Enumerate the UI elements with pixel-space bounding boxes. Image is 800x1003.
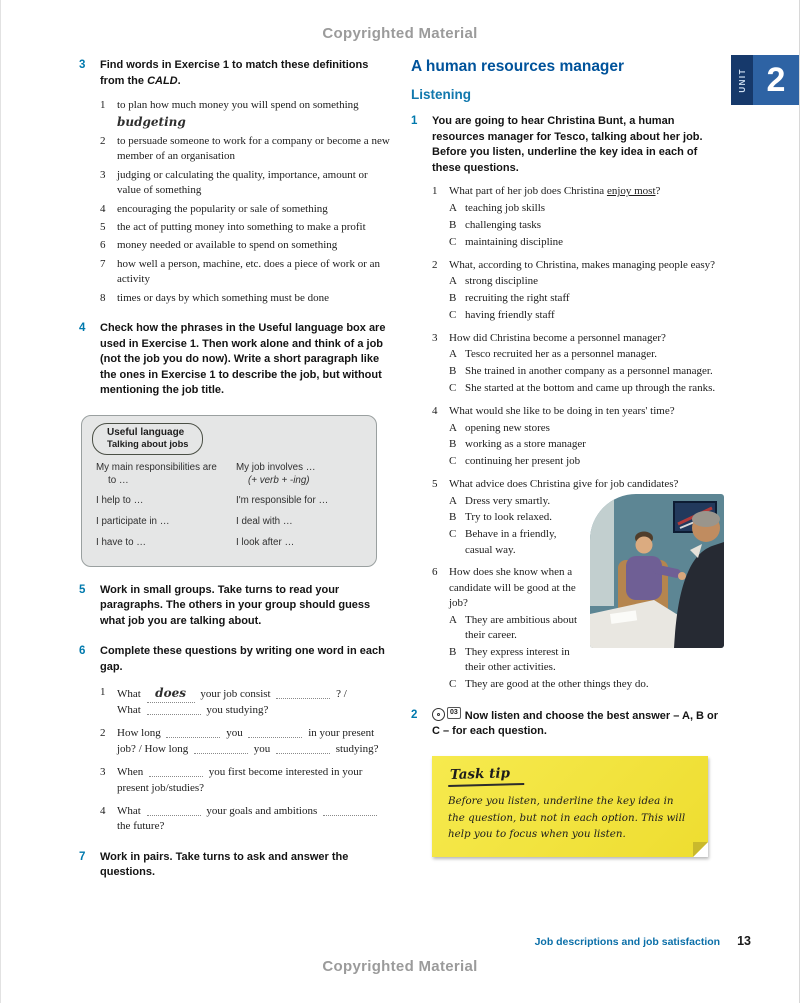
option-b	[449, 291, 724, 306]
item-number: 2	[100, 727, 106, 740]
item-number: 3	[100, 766, 106, 779]
question-number: 3	[432, 331, 438, 344]
item-text: encouraging the popularity or sale of something	[117, 202, 328, 215]
option-c	[449, 381, 724, 396]
item-text: money needed or available to spend on something	[117, 239, 338, 252]
phrase	[236, 516, 364, 529]
rubric-text: .	[177, 74, 181, 87]
item-number: 5	[100, 220, 106, 233]
item-number: 4	[100, 805, 106, 818]
phrase-text: I participate in …	[96, 516, 170, 528]
page-footer	[1, 934, 751, 948]
task-tip-note	[432, 756, 708, 857]
option-b	[449, 510, 724, 525]
question-text: When	[117, 766, 144, 779]
note-fold	[693, 842, 708, 857]
option-letter: B	[449, 511, 457, 524]
option-c	[449, 527, 724, 558]
definition-item	[100, 98, 393, 131]
phrase-note: (+ verb + -ing)	[248, 474, 310, 486]
question-text: What	[117, 805, 141, 818]
definition-item	[100, 202, 393, 217]
question-text: How long	[117, 727, 161, 740]
phrase	[96, 495, 224, 508]
rubric-text: Find words in Exercise 1 to match these definitions from the	[100, 59, 369, 87]
question-text: your job consist	[200, 687, 271, 700]
question-4	[432, 404, 724, 470]
option-c	[449, 308, 724, 323]
useful-language-box	[81, 415, 377, 567]
option-text: opening new stores	[465, 421, 550, 434]
option-text: They express interest in their other activities.	[465, 646, 570, 674]
question-text: What would she like to be doing in ten years' time?	[449, 404, 675, 417]
phrase-text: I'm responsible for …	[236, 495, 329, 507]
exercise-7	[79, 850, 393, 881]
item-number: 1	[100, 99, 106, 112]
gap-question	[100, 804, 393, 835]
task-tip-title: Task tip	[448, 765, 524, 787]
option-letter: A	[449, 613, 457, 626]
option-letter: A	[449, 275, 457, 288]
question-text: you first become interested in your present job/studies?	[117, 766, 363, 794]
question-text: What advice does Christina give for job candidates?	[449, 477, 679, 490]
question-text: How does she know when a candidate will be good at the job?	[449, 566, 576, 609]
question-text: the future?	[117, 820, 165, 833]
exercise-1-rubric: You are going to hear Christina Bunt, a human resources manager for Tesco, talking about her job. Before you listen, underline the key idea in each of these questions.	[432, 115, 703, 174]
phrase	[236, 537, 364, 550]
option-letter: C	[449, 309, 457, 322]
answer-gap	[147, 805, 201, 816]
definitions-list	[100, 98, 393, 306]
item-text: to persuade someone to work for a company or become a new member of an organisation	[117, 135, 390, 163]
question-6	[432, 565, 724, 693]
option-text: She started at the bottom and came up through the ranks.	[465, 382, 716, 395]
question-text: you	[253, 742, 271, 755]
dictionary-name: CALD	[147, 74, 178, 87]
copyright-notice-top: Copyrighted Material	[322, 25, 478, 42]
option-letter: C	[449, 528, 457, 541]
gap-question	[100, 685, 393, 719]
answer-gap	[276, 743, 330, 754]
option-letter: C	[449, 382, 457, 395]
exercise-5	[79, 583, 393, 630]
unit-label: UNIT	[737, 67, 747, 93]
page-number: 13	[737, 934, 751, 948]
option-text: recruiting the right staff	[465, 292, 570, 305]
unit-number: 2	[753, 55, 799, 105]
question-text: ? /	[336, 687, 347, 700]
option-a	[449, 421, 724, 436]
listening-exercise-1	[411, 114, 724, 693]
option-letter: B	[449, 646, 457, 659]
option-a	[449, 494, 724, 509]
question-number: 4	[432, 404, 438, 417]
question-text	[449, 185, 660, 197]
phrase	[96, 462, 224, 487]
option-text: having friendly staff	[465, 309, 555, 322]
phrase-text: My job involves …	[236, 461, 316, 473]
option-text: Try to look relaxed.	[465, 511, 552, 524]
question-text-part: What part of her job does Christina	[449, 185, 607, 198]
copyright-notice-bottom: Copyrighted Material	[322, 958, 478, 975]
exercise-6	[79, 644, 393, 834]
option-letter: C	[449, 455, 457, 468]
useful-language-column-2	[236, 462, 364, 558]
item-number: 8	[100, 291, 106, 304]
listening-subheading: Listening	[411, 87, 471, 102]
phrase-text: to …	[108, 474, 129, 486]
option-letter: C	[449, 236, 457, 249]
option-text: Behave in a friendly, casual way.	[465, 528, 557, 556]
question-number: 1	[432, 185, 438, 198]
useful-language-title: Useful language	[107, 426, 185, 438]
definition-item	[100, 134, 393, 165]
useful-language-columns	[96, 462, 364, 558]
option-letter: B	[449, 292, 457, 305]
exercise-2-number: 2	[411, 708, 418, 721]
useful-language-column-1	[96, 462, 224, 558]
question-text: How did Christina become a personnel manager?	[449, 331, 666, 344]
item-text: times or days by which something must be done	[117, 291, 330, 304]
exercise-4	[79, 321, 393, 399]
phrase-text: I help to …	[96, 495, 144, 507]
option-text: working as a store manager	[465, 438, 586, 451]
option-text: strong discipline	[465, 275, 539, 288]
option-letter: A	[449, 421, 457, 434]
option-b	[449, 645, 724, 676]
useful-language-tab	[92, 423, 203, 455]
option-letter: B	[449, 365, 457, 378]
answer-gap	[166, 727, 220, 738]
phrase	[236, 495, 364, 508]
exercise-2-rubric	[432, 708, 724, 740]
audio-track-number: 03	[447, 707, 461, 719]
phrase-text: I deal with …	[236, 516, 293, 528]
question-5	[432, 477, 724, 558]
phrase	[96, 516, 224, 529]
option-text: She trained in another company as a personnel manager.	[465, 365, 713, 378]
exercise-1-number: 1	[411, 115, 418, 127]
exercise-7-rubric: Work in pairs. Take turns to ask and answer the questions.	[100, 850, 349, 879]
exercise-3-number: 3	[79, 59, 86, 71]
phrase-text: I have to …	[96, 536, 147, 548]
exercise-3	[79, 58, 393, 306]
option-text: They are ambitious about their career.	[465, 613, 578, 642]
option-text: They are good at the other things they do.	[465, 678, 649, 691]
definition-item	[100, 168, 393, 199]
option-b	[449, 437, 724, 452]
option-letter: A	[449, 202, 457, 215]
question-text-part: ?	[655, 185, 661, 198]
unit-badge	[731, 55, 799, 105]
option-a	[449, 613, 724, 644]
answer-gap	[149, 766, 203, 777]
question-2	[432, 258, 724, 324]
question-3	[432, 331, 724, 397]
exercise-7-number: 7	[79, 850, 86, 863]
option-letter: A	[449, 348, 457, 361]
answer-gap	[147, 704, 201, 715]
option-text: continuing her present job	[465, 455, 581, 468]
listening-exercise-2	[411, 708, 724, 740]
handwritten-answer: budgeting	[117, 114, 186, 129]
definition-item	[100, 257, 393, 288]
option-letter: A	[449, 494, 457, 507]
question-text: What, according to Christina, makes managing people easy?	[449, 258, 716, 271]
exercise-5-number: 5	[79, 583, 86, 596]
option-letter: B	[449, 438, 457, 451]
option-a	[449, 201, 724, 216]
option-b	[449, 364, 724, 379]
phrase	[236, 462, 364, 487]
question-text: What	[117, 704, 141, 717]
question-number: 5	[432, 477, 438, 490]
answer-gap	[147, 685, 195, 703]
item-number: 7	[100, 257, 106, 270]
item-number: 3	[100, 168, 106, 181]
option-c	[449, 235, 724, 250]
option-a	[449, 347, 724, 362]
exercise-4-rubric: Check how the phrases in the Useful language box are used in Exercise 1. Then work alone and think of a job (not the job you do now). Write a short paragraph like the ones in Exercise 1 to describe the job, but without mentioning the job title.	[100, 321, 386, 397]
question-number: 2	[432, 258, 438, 271]
option-c	[449, 454, 724, 469]
handwritten-answer: does	[155, 685, 186, 700]
answer-gap	[194, 743, 248, 754]
option-text: Tesco recruited her as a personnel manager.	[465, 348, 657, 361]
option-a	[449, 274, 724, 289]
gap-question	[100, 726, 393, 757]
question-text: you	[226, 727, 243, 740]
right-column	[411, 58, 724, 857]
audio-cd-icon	[432, 708, 445, 721]
item-text: how well a person, machine, etc. does a piece of work or an activity	[117, 257, 380, 286]
item-text: judging or calculating the quality, importance, amount or value of something	[117, 168, 368, 197]
footer-section-title: Job descriptions and job satisfaction	[534, 936, 721, 948]
item-number: 6	[100, 239, 106, 252]
phrase	[96, 537, 224, 550]
definition-item	[100, 291, 393, 306]
option-text: teaching job skills	[465, 202, 546, 215]
question-text: in your present job? / How long	[117, 727, 375, 755]
option-b	[449, 218, 724, 233]
item-number: 4	[100, 202, 106, 215]
question-number: 6	[432, 566, 438, 579]
listening-questions	[432, 184, 724, 692]
answer-gap	[248, 727, 302, 738]
phrase-text: I look after …	[236, 536, 295, 548]
answer-gap	[276, 688, 330, 699]
exercise-6-rubric: Complete these questions by writing one word in each gap.	[100, 645, 385, 674]
question-text: What	[117, 687, 141, 700]
option-letter: C	[449, 678, 457, 691]
item-number: 1	[100, 685, 106, 698]
section-heading: A human resources manager	[411, 58, 625, 75]
exercise-3-rubric	[100, 58, 393, 89]
task-tip-text: Before you listen, underline the key idea in the question, but not in each option. This will help you to focus when you listen.	[448, 794, 686, 841]
question-text: you studying?	[206, 704, 269, 717]
gap-questions-list	[100, 685, 393, 835]
phrase-text: My main responsibilities are	[96, 461, 217, 473]
item-text: to plan how much money you will spend on something	[117, 99, 359, 112]
exercise-6-number: 6	[79, 645, 86, 658]
definition-item	[100, 238, 393, 253]
exercise-4-number: 4	[79, 321, 86, 334]
left-column	[79, 58, 393, 896]
unit-label-strip	[731, 55, 753, 105]
gap-question	[100, 765, 393, 796]
option-letter: B	[449, 219, 457, 232]
option-text: maintaining discipline	[465, 236, 564, 249]
useful-language-subtitle: Talking about jobs	[107, 438, 189, 449]
rubric-text: Now listen and choose the best answer – A, B or C – for each question.	[432, 709, 719, 738]
question-text: studying?	[335, 742, 379, 755]
definition-item	[100, 220, 393, 235]
option-text: challenging tasks	[465, 219, 542, 232]
underlined-key-idea: enjoy most	[606, 185, 656, 198]
option-text: Dress very smartly.	[465, 494, 551, 507]
question-text: your goals and ambitions	[206, 805, 318, 818]
item-number: 2	[100, 135, 106, 147]
exercise-5-rubric: Work in small groups. Take turns to read your paragraphs. The others in your group should guess what job you are talking about.	[100, 583, 371, 627]
item-text: the act of putting money into something to make a profit	[117, 220, 366, 233]
question-1	[432, 184, 724, 250]
answer-gap	[323, 805, 377, 816]
option-c	[449, 677, 724, 692]
